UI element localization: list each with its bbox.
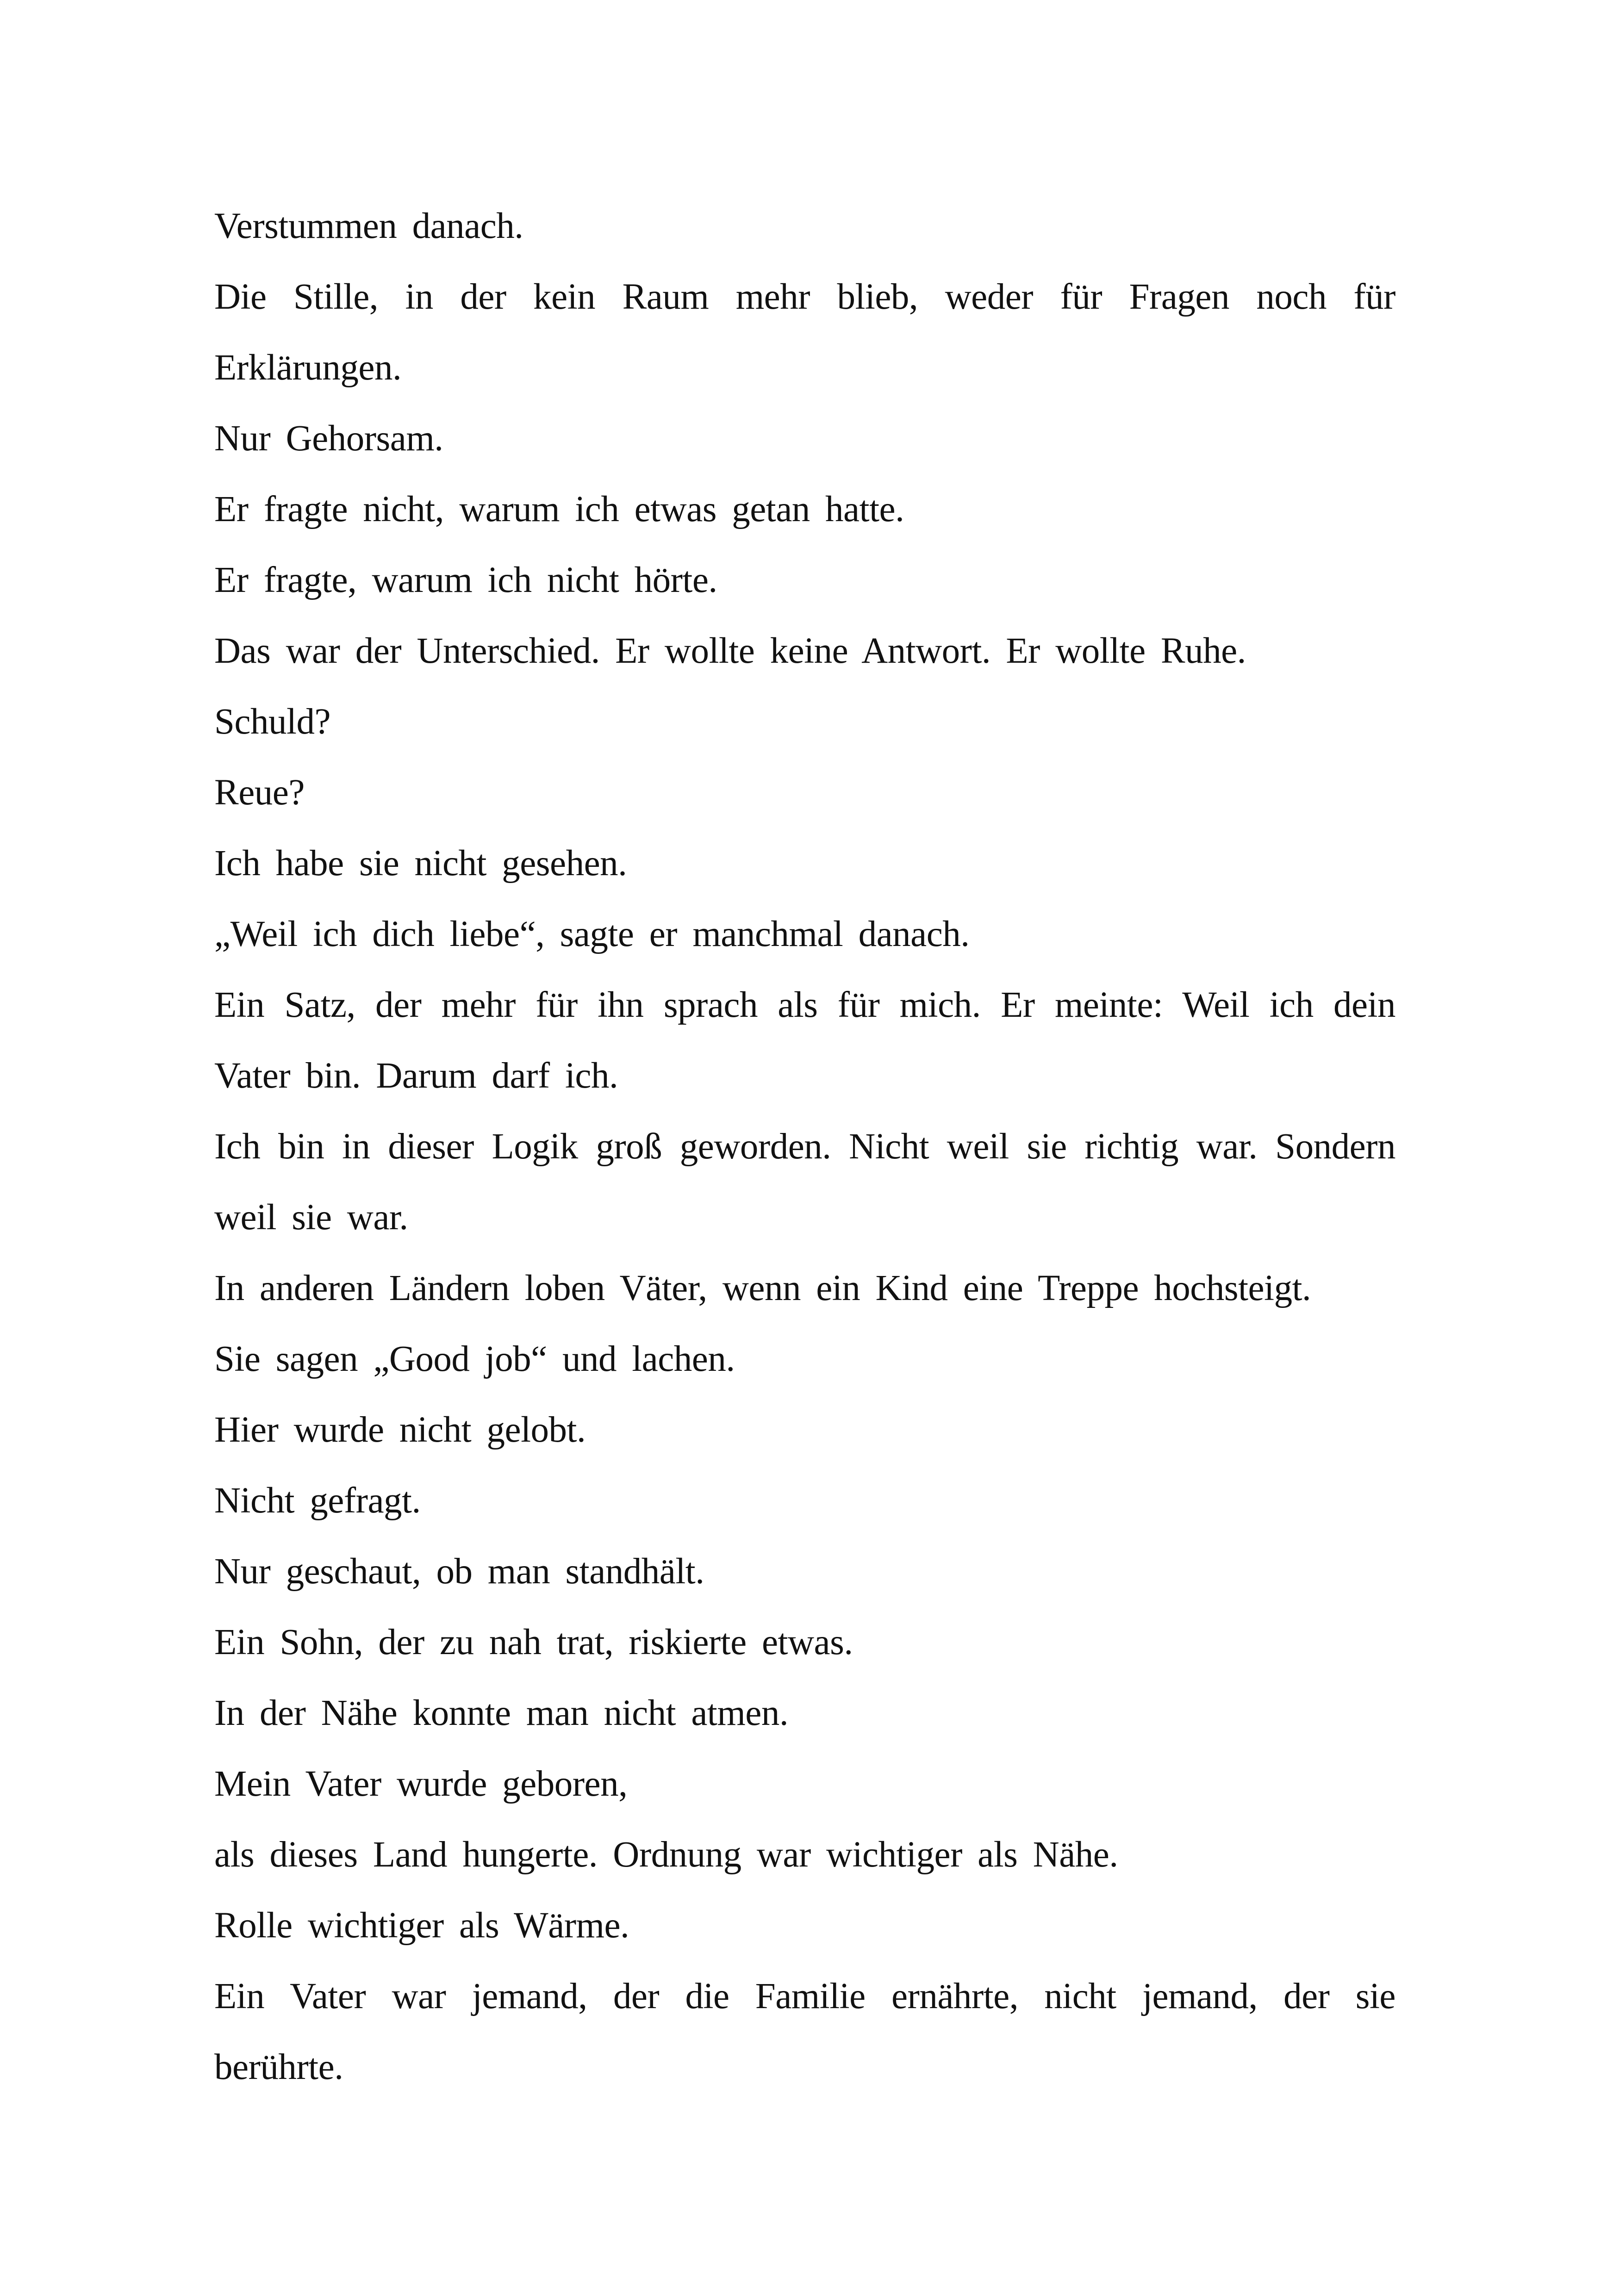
paragraph: Ein Sohn, der zu nah trat, riskierte etwas.	[214, 1622, 853, 1662]
paragraph: Er fragte nicht, warum ich etwas getan hatte.	[214, 489, 904, 529]
paragraph: In der Nähe konnte man nicht atmen.	[214, 1693, 789, 1733]
paragraph: Rolle wichtiger als Wärme.	[214, 1905, 629, 1946]
paragraph: Er fragte, warum ich nicht hörte.	[214, 560, 717, 600]
paragraph: Nur Gehorsam.	[214, 418, 443, 459]
paragraph: Hier wurde nicht gelobt.	[214, 1410, 586, 1450]
paragraph: Das war der Unterschied. Er wollte keine Antwort. Er wollte Ruhe.	[214, 631, 1246, 671]
paragraph: Ein Vater war jemand, der die Familie ernährte, nicht jemand, der sie berührte.	[214, 1976, 1395, 2087]
paragraph: Ein Satz, der mehr für ihn sprach als für mich. Er meinte: Weil ich dein Vater bin. Darum darf ich.	[214, 985, 1395, 1096]
paragraph: „Weil ich dich liebe“, sagte er manchmal danach.	[214, 914, 970, 954]
paragraph: In anderen Ländern loben Väter, wenn ein Kind eine Treppe hochsteigt.	[214, 1268, 1311, 1308]
paragraph: Verstummen danach.	[214, 206, 523, 246]
paragraph: Schuld?	[214, 702, 331, 742]
paragraph: Nur geschaut, ob man standhält.	[214, 1551, 704, 1592]
paragraph: Ich habe sie nicht gesehen.	[214, 843, 627, 884]
paragraph: Ich bin in dieser Logik groß geworden. Nicht weil sie richtig war. Sondern weil sie war.	[214, 1126, 1395, 1238]
paragraph: Sie sagen „Good job“ und lachen.	[214, 1339, 735, 1379]
paragraph: als dieses Land hungerte. Ordnung war wichtiger als Nähe.	[214, 1835, 1118, 1875]
paragraph: Reue?	[214, 772, 305, 813]
paragraph: Nicht gefragt.	[214, 1481, 421, 1521]
paragraph: Die Stille, in der kein Raum mehr blieb, weder für Fragen noch für Erklärungen.	[214, 277, 1395, 388]
paragraph: Mein Vater wurde geboren,	[214, 1764, 628, 1804]
body-text	[214, 191, 1395, 2103]
